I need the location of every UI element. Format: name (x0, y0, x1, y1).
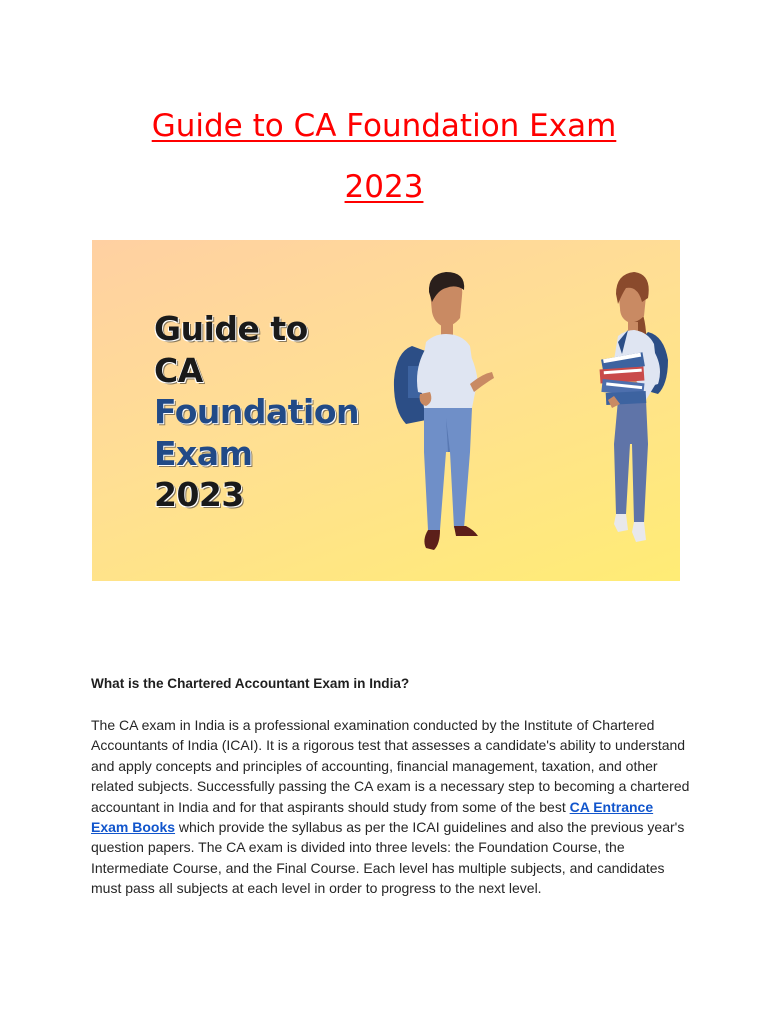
students-illustration (382, 268, 672, 568)
body-paragraph (91, 715, 691, 899)
document-title-line-2: 2023 (344, 169, 424, 205)
banner-line-exam: Exam (154, 433, 253, 473)
books-stack-icon (600, 352, 647, 408)
banner-line-guide: Guide to (154, 309, 308, 348)
document-title (90, 96, 678, 218)
section-heading: What is the Chartered Accountant Exam in India? (91, 676, 410, 691)
hero-banner-image (92, 240, 680, 581)
ca-entrance-exam-books-link[interactable]: CA Entrance Exam Books (91, 798, 654, 836)
banner-heading (154, 308, 359, 516)
paragraph-text-before-link: The CA exam in India is a professional examination conducted by the Institute of Chartered Accountants of India (ICAI). It is a rigorous test that assesses a candidate's ability to understand and apply concepts and principles of accounting, financial management, taxation, and other related subjects. Successfully passing the CA exam is a necessary step to becoming a chartered accountant in India and for that aspirants should study from some of the best (91, 717, 690, 815)
banner-line-year: 2023 (154, 475, 244, 514)
banner-line-foundation: Foundation (154, 392, 360, 431)
paragraph-text-after-link: which provide the syllabus as per the ICAI guidelines and also the previous year's question papers. The CA exam is divided into three levels: the Foundation Course, the Intermediate Course, and the Final Course. Each level has multiple subjects, and candidates must pass all subjects at each level in order to progress to the next level. (91, 819, 685, 897)
student-boy-illustration (394, 272, 494, 550)
student-girl-illustration (612, 272, 668, 542)
banner-line-ca: CA (154, 350, 203, 390)
document-title-line-1: Guide to CA Foundation Exam (151, 108, 617, 144)
